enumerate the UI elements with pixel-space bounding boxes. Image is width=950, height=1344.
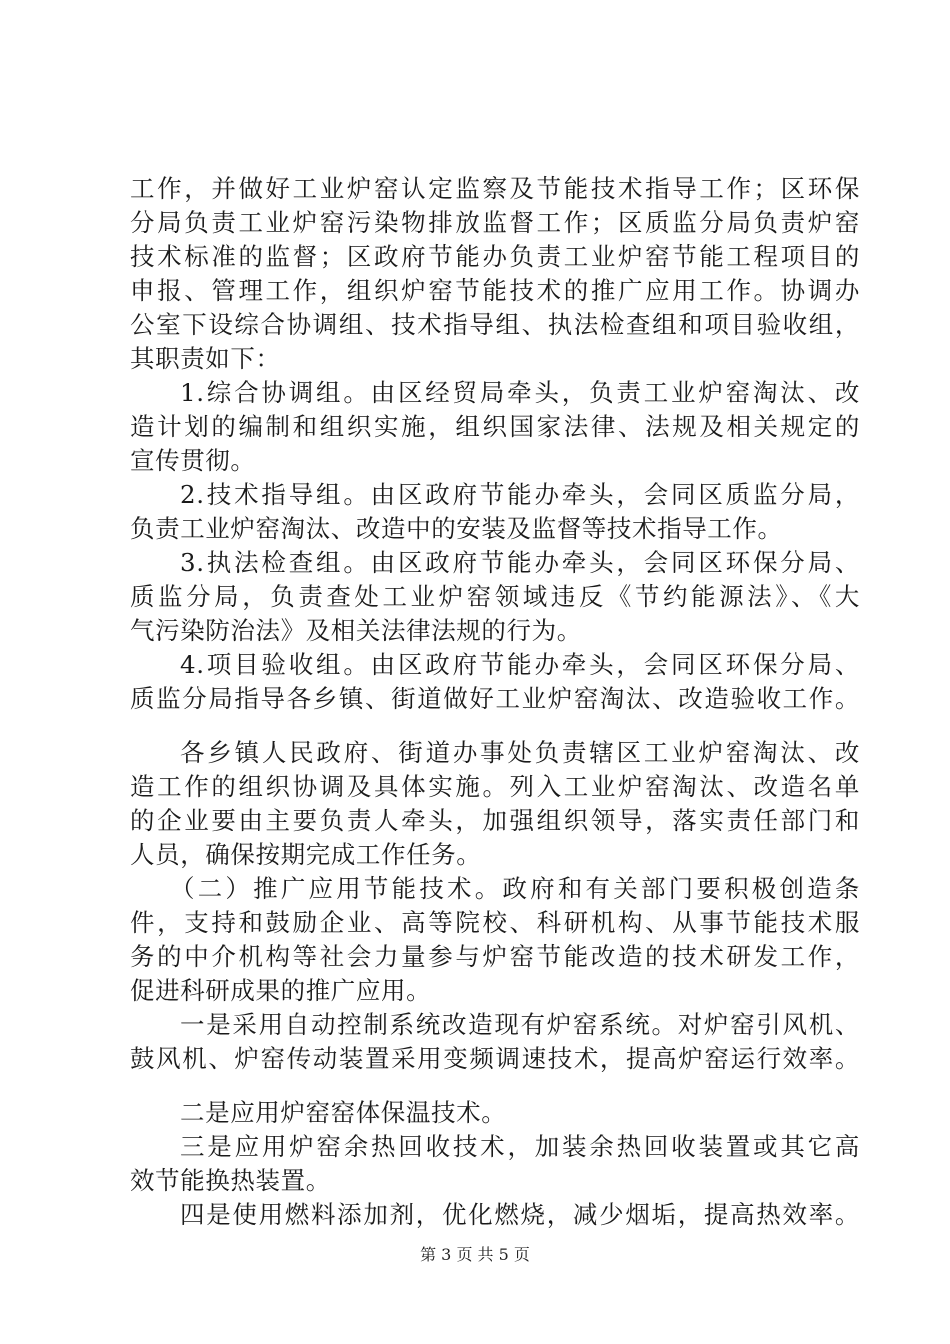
- text-line: 人员，确保按期完成工作任务。: [130, 840, 482, 869]
- page-footer: [0, 1244, 950, 1266]
- text-line: 促进科研成果的推广应用。: [130, 976, 432, 1005]
- paragraph-gap: [130, 1076, 860, 1096]
- body-text: [130, 172, 860, 1232]
- text-line: 务的中介机构等社会力量参与炉窑节能改造的技术研发工作，: [130, 942, 860, 971]
- text-line: 申报、管理工作，组织炉窑节能技术的推广应用工作。协调办: [130, 276, 860, 305]
- text-line: 件，支持和鼓励企业、高等院校、科研机构、从事节能技术服: [130, 908, 860, 937]
- text-line: 三是应用炉窑余热回收技术，加装余热回收装置或其它高: [180, 1132, 860, 1161]
- text-line: 二是应用炉窑窑体保温技术。: [180, 1098, 507, 1127]
- text-line: 四是使用燃料添加剂，优化燃烧，减少烟垢，提高热效率。: [180, 1200, 860, 1229]
- text-line: 负责工业炉窑淘汰、改造中的安装及监督等技术指导工作。: [130, 514, 783, 543]
- text-line: 技术标准的监督；区政府节能办负责工业炉窑节能工程项目的: [130, 242, 860, 271]
- text-line: 气污染防治法》及相关法律法规的行为。: [130, 616, 582, 645]
- text-line: 质监分局，负责查处工业炉窑领域违反《节约能源法》、《大: [130, 582, 860, 611]
- text-line: 造工作的组织协调及具体实施。列入工业炉窑淘汰、改造名单: [130, 772, 860, 801]
- paragraph-gap: [130, 716, 860, 736]
- text-line: 鼓风机、炉窑传动装置采用变频调速技术，提高炉窑运行效率。: [130, 1044, 860, 1073]
- text-line: 一是采用自动控制系统改造现有炉窑系统。对炉窑引风机、: [180, 1010, 860, 1039]
- text-line: 质监分局指导各乡镇、街道做好工业炉窑淘汰、改造验收工作。: [130, 684, 860, 713]
- text-line: 效节能换热装置。: [130, 1166, 331, 1195]
- text-line: （二）推广应用节能技术。政府和有关部门要积极创造条: [170, 874, 860, 903]
- text-line: 分局负责工业炉窑污染物排放监督工作；区质监分局负责炉窑: [130, 208, 860, 237]
- text-line: 3.执法检查组。由区政府节能办牵头，会同区环保分局、: [180, 548, 860, 577]
- text-line: 宣传贯彻。: [130, 446, 256, 475]
- text-line: 公室下设综合协调组、技术指导组、执法检查组和项目验收组，: [130, 310, 860, 339]
- text-line: 1.综合协调组。由区经贸局牵头，负责工业炉窑淘汰、改: [180, 378, 860, 407]
- text-line: 造计划的编制和组织实施，组织国家法律、法规及相关规定的: [130, 412, 860, 441]
- text-line: 的企业要由主要负责人牵头，加强组织领导，落实责任部门和: [130, 806, 860, 835]
- text-line: 其职责如下：: [130, 344, 281, 373]
- text-line: 2.技术指导组。由区政府节能办牵头，会同区质监分局，: [180, 480, 860, 509]
- text-line: 工作，并做好工业炉窑认定监察及节能技术指导工作；区环保: [130, 174, 860, 203]
- page-number-label: 第 3 页 共 5 页: [420, 1245, 530, 1264]
- text-line: 各乡镇人民政府、街道办事处负责辖区工业炉窑淘汰、改: [180, 738, 860, 767]
- text-line: 4.项目验收组。由区政府节能办牵头，会同区环保分局、: [180, 650, 860, 679]
